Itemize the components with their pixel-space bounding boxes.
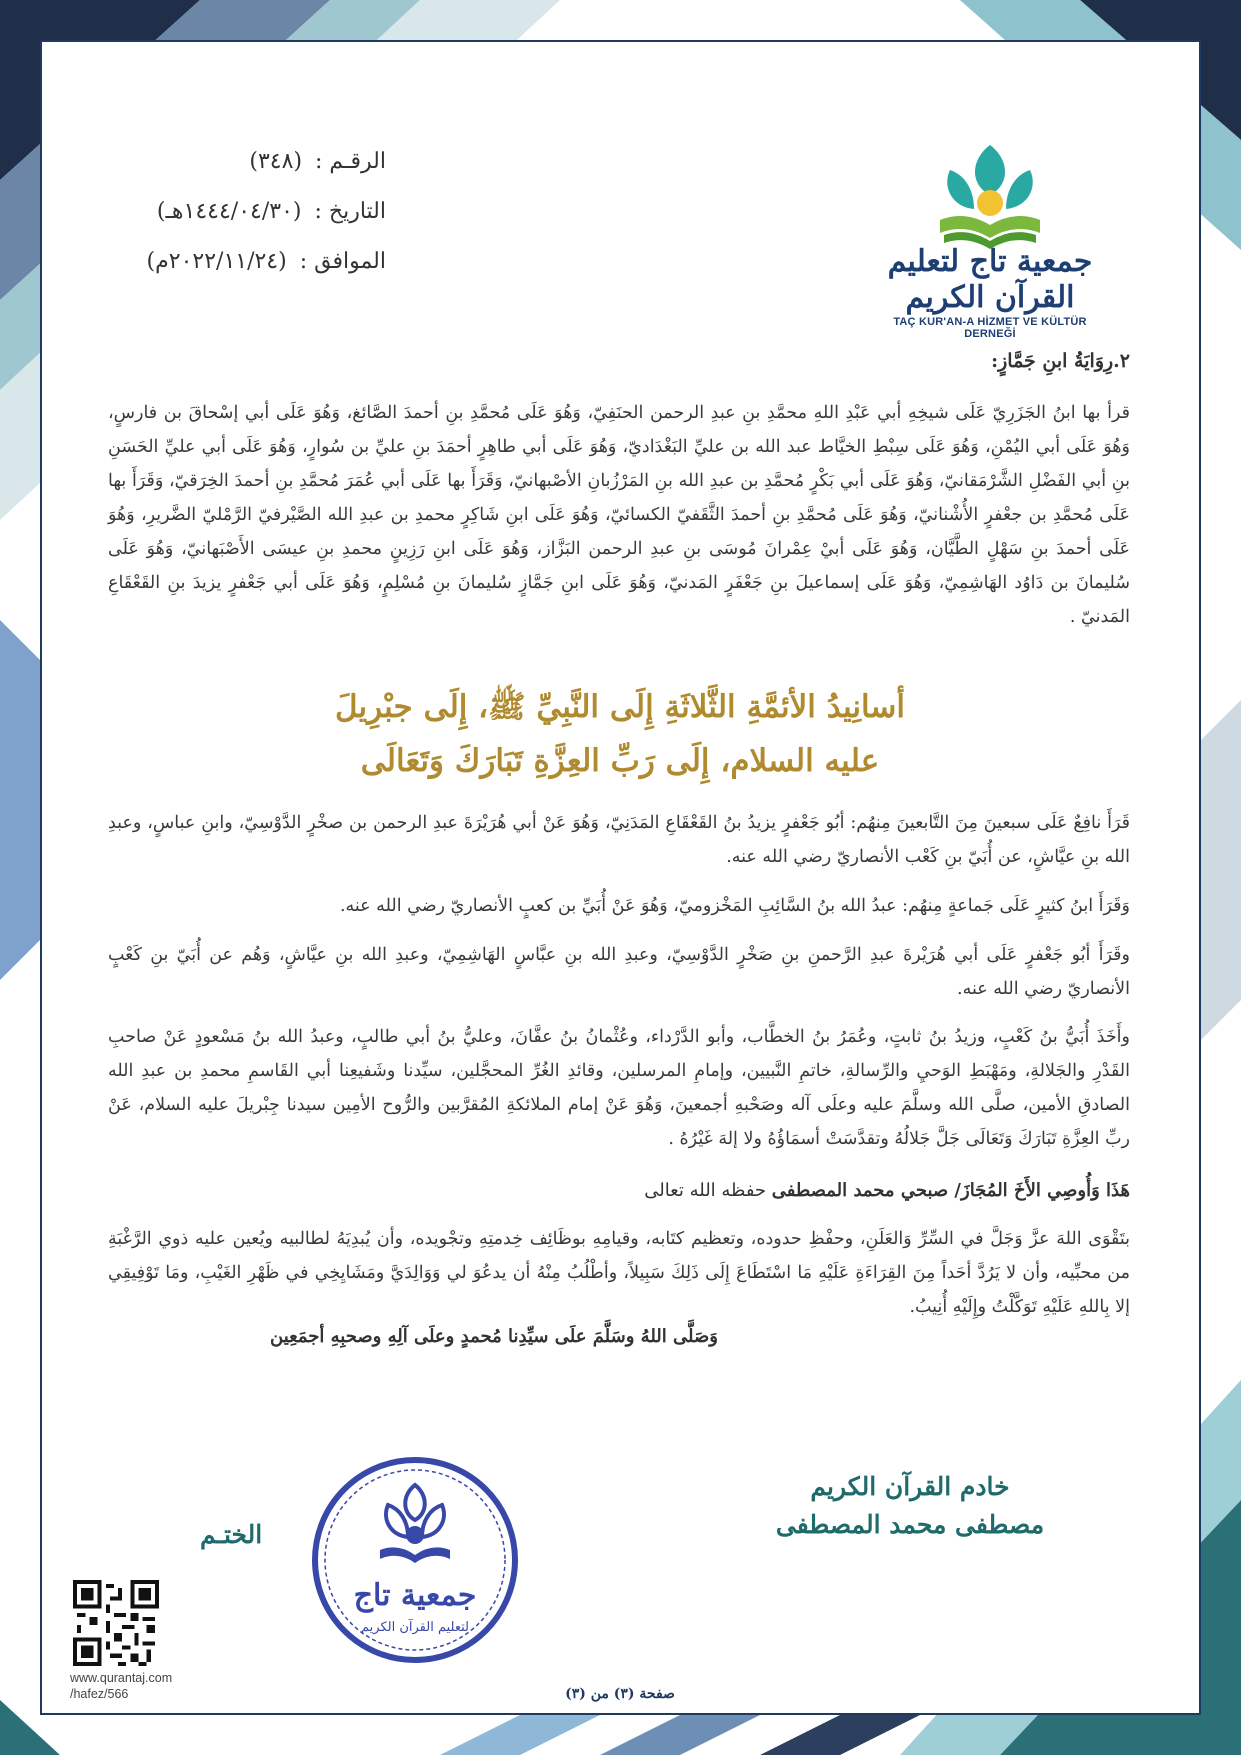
main-heading xyxy=(180,680,1060,788)
hijri-date-value: (١٤٤٤/٠٤/٣٠هـ) xyxy=(156,199,302,224)
gregorian-date-value: (٢٠٢٢/١١/٢٤م) xyxy=(146,249,287,274)
logo-turkish-name: TAÇ KUR'AN-A HİZMET VE KÜLTÜR DERNEĞİ xyxy=(893,316,1087,340)
seal-label: الختـم xyxy=(200,1520,263,1549)
page-number: صفحة (٣) من (٣) xyxy=(565,1686,675,1702)
abu-jafar-chain-paragraph: وقَرَأَ أبُو جَعْفرٍ عَلَى أبي هُرَيْرةَ عبدِ الرَّحمنِ بنِ صَخْرٍ الدَّوْسِيّ، وعبدِ الله بنِ عبَّاسٍ الهَاشِمِيّ، وعبدِ الله بنِ عيَّاشٍ، وَهُم عن أُبَيّ بنِ كَعْبٍ الأنصاريّ رضي الله عنه. xyxy=(108,945,1130,999)
signature-block xyxy=(760,1468,1060,1544)
qr-code-icon xyxy=(73,1580,159,1666)
servant-title: خادم القرآن الكريم xyxy=(810,1472,1010,1501)
nafi-chain-paragraph: قَرَأَ نافِعٌ عَلَى سبعينَ مِنَ التَّابعينَ مِنهُم: أبُو جَعْفرٍ يزيدُ بنُ القَعْقَاعِ المَدَنِيّ، وَهُوَ عَنْ أبي هُرَيْرَةَ عبدِ الرحمن بن صخْرٍ الدَّوْسِيّ، وابنِ عباسٍ، وعبدِ الله بنِ عيَّاشٍ، عن أُبَيّ بنِ كَعْب الأنصاريّ رضي الله عنه. xyxy=(108,813,1130,867)
association-seal-icon xyxy=(310,1455,520,1665)
ibn-kathir-chain-paragraph: وَقَرَأَ ابنُ كثيرٍ عَلَى جَماعةٍ مِنهُم: عبدُ الله بنُ السَّائِبِ المَخْزوميّ، وَهُوَ عَنْ أُبَيِّ بن كعبٍ الأنصاريّ رضي الله عنه. xyxy=(339,896,1130,916)
main-heading-line-1: أسانِيدُ الأئمَّةِ الثَّلاثَةِ إِلَى النَّبِيِّ ﷺ، إِلَى جبْرِيلَ xyxy=(334,689,906,725)
hijri-date-label: التاريخ : xyxy=(314,199,386,224)
hijri-date-row xyxy=(116,192,386,242)
recommendation-blessing: حفظه الله تعالى xyxy=(644,1180,767,1201)
main-heading-line-2: عليه السلام، إِلَى رَبِّ العِزَّةِ تَبَارَكَ وَتَعَالَى xyxy=(360,743,880,779)
recommendation-line xyxy=(108,1174,1130,1208)
seal-sub-text: لتعليم القرآن الكريم xyxy=(361,1620,469,1635)
document-number-row xyxy=(116,142,386,192)
riwaya-title: ٢.رِوَايَةُ ابنِ جَمَّازٍ: xyxy=(991,350,1130,372)
riwaya-chain-text: قرأ بها ابنُ الجَزَرِيّ عَلَى شيخِهِ أبي عَبْدِ اللهِ محمَّدِ بنِ عبدِ الرحمن الحنَفِيّ، وَهُوَ عَلَى مُحمَّدِ بنِ أحمدَ الصَّائغ، وَهُوَ عَلَى أبي إسْحاقَ بن فارسٍ، وَهُوَ عَلَى أبي اليُمْنِ، وَهُوَ عَلَى سِبْطِ الخيَّاط عبد الله بن عليِّ البَغْدَاديّ، وَهُوَ عَلَى أبي طاهِرٍ أحمَدَ بنِ عليِّ بن سُوارٍ، وَهُوَ عَلَى أبي عليِّ الحَسَنِ بنِ أبي الفَضْلِ الشَّرْمَقانيّ، وَهُوَ عَلَى أبي بَكْرٍ مُحمَّدِ بن عبدِ الله بنِ المَرْزُبانِ الأصْبهانيّ، وَقَرَأَ بها عَلَى أبي عُمَرَ مُحمَّدِ بنِ أحمدَ الخِرَقيّ، وَقَرَأَ بها عَلَى مُحمَّدِ بن جعْفرٍ الأُشْنانيّ، وَهُوَ عَلَى مُحمَّدِ بنِ أحمدَ الثَّقَفيّ الكسائيّ، وَهُوَ عَلَى ابنِ شَاكِرٍ محمدِ بن عبدِ الله الصَّيْرفيّ الرَّمْليّ الضَّريرِ، وَهُوَ عَلَى أحمدَ بنِ سَهْلٍ الطَّيَّان، وَهُوَ عَلَى أبيْ عِمْرانَ مُوسَى بنِ عبدِ الرحمن البَزَّاز، وَهُوَ عَلَى ابنِ رَزِينٍ محمدِ بنِ عيسَى الأَصْبَهانيّ، وَهُوَ عَلَى سُليمانَ بن دَاوُد الهَاشِمِيّ، وَهُوَ عَلَى إسماعيلَ بنِ جَعْفَرٍ المَدنيّ، وَهُوَ عَلَى ابنِ جَمَّازٍ سُليمانَ بنِ مُسْلِمٍ، وَهُوَ عَلَى أبي جَعْفرٍ يزيدَ بنِ القَعْقَاعِ المَدنيّ . xyxy=(108,403,1130,627)
document-meta xyxy=(116,142,386,292)
document-number-label: الرقـم : xyxy=(315,149,386,174)
logo-text-block xyxy=(870,244,1110,340)
closing-prayer: وَصَلَّى اللهُ وسَلَّمَ علَى سيِّدِنا مُحمدٍ وعلَى آلِهِ وصحبِهِ أجمَعِين xyxy=(270,1326,718,1347)
seal-main-text: جمعية تاج xyxy=(353,1578,477,1613)
gregorian-date-label: الموافق : xyxy=(299,249,386,274)
qr-url[interactable] xyxy=(70,1670,172,1702)
logo-arabic-name: جمعية تاج لتعليم القرآن الكريم xyxy=(887,244,1093,315)
qr-url-domain[interactable]: www.qurantaj.com xyxy=(70,1671,173,1685)
document-number-value: (٣٤٨) xyxy=(249,149,303,174)
qr-url-path[interactable]: /hafez/566 xyxy=(70,1687,129,1701)
recommendation-recipient: هَذَا وَأُوصِي الأَخَ المُجَازَ/ صبحي محمد المصطفى xyxy=(771,1180,1130,1201)
gregorian-date-row xyxy=(116,242,386,292)
prophet-chain-paragraph: وأَخَذَ أُبَيُّ بنُ كَعْبٍ، وزيدُ بنُ ثابتٍ، وعُمَرُ بنُ الخطَّاب، وأبو الدَّرْداء، وعُثْمانُ بنُ عفَّانَ، وعليُّ بنُ أبي طالبٍ، وعبدُ الله بنُ مَسْعودٍ عَنْ صاحبِ القَدْرِ والجَلالةِ، ومَهْبَطِ الوَحيِ والرِّسالةِ، خاتمِ النَّبيين، وإمامِ المرسلين، وقائدِ الغُرِّ المحجَّلين، سيِّدنا وشَفيعِنا أبي القَاسمِ محمدِ بن عبدِ الله الصادقِ الأمين، صلَّى الله وسلَّمَ عليه وعلَى آله وصَحْبهِ أجمعينَ، وَهُوَ عَنْ إمام الملائكةِ المُقرَّبين والرُّوح الأمِين سيدنا جِبْريلَ عليه السلام، عَنْ ربِّ العِزَّةِ تَبَارَكَ وَتَعَالَى جَلَّ جَلالُهُ وتقدَّسَتْ أسمَاؤُهُ ولا إلهَ غَيْرُهُ . xyxy=(108,1027,1130,1149)
signatory-name: مصطفى محمد المصطفى xyxy=(775,1510,1045,1539)
advice-paragraph: بتَقْوَى اللهَ عزَّ وَجَلَّ في السِّرِّ وَالعَلَنِ، وحفْظِ حدوده، وتعظيم كتَابه، وقيامِهِ بوظَائِف خِدمتِهِ وتجْويده، وأن يُبدِيَهُ لطالبيه ويُعين عليه ذوي الرَّغْبَةِ من محبِّيه، وأن لا يَرُدَّ أحَداً مِنَ القِرَاءَةِ عَلَيْهِ مَا اسْتَطَاعَ إِلَى ذَلِكَ سَبِيلاً، وأطْلُبُ مِنْهُ أن يدعُوَ لي وَوَالِدَيَّ ومَشَايِخِي في ظَهْرِ الغَيْبِ، ومَا تَوْفِيقِي إلا بِاللهِ عَلَيْهِ تَوَكَّلْتُ وإِلَيْهِ أُنِيبُ. xyxy=(108,1229,1130,1317)
